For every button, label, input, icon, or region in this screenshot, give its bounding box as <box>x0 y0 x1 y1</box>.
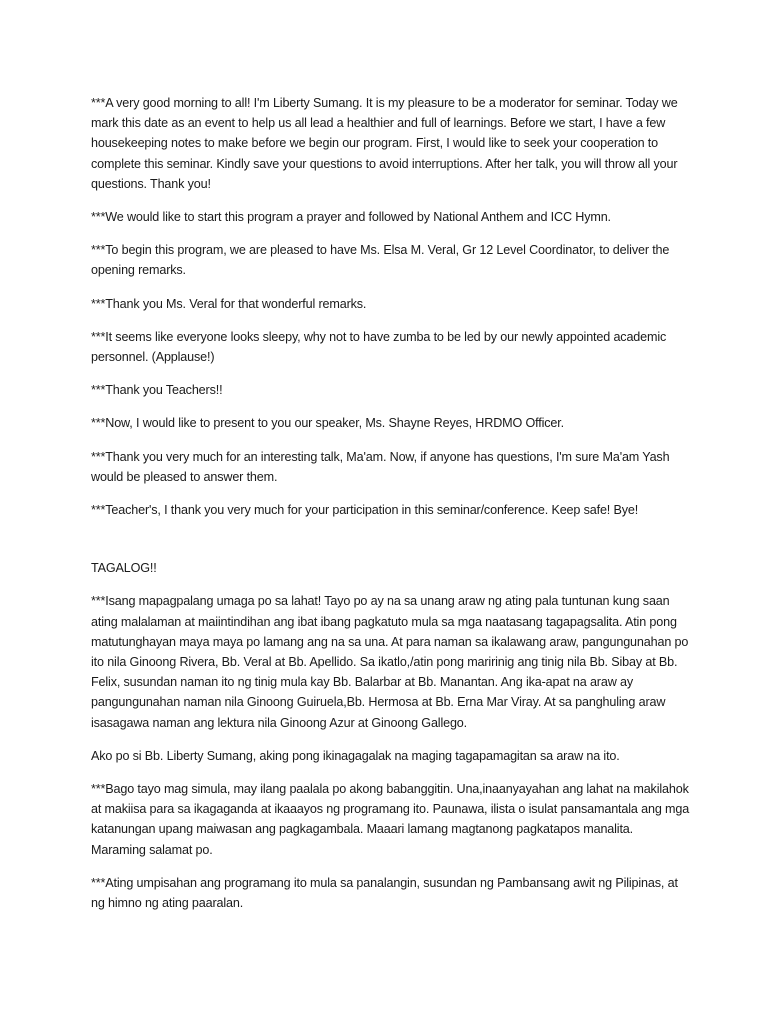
paragraph-tagalog-greeting: ***Isang mapagpalang umaga po sa lahat! Tayo po ay na sa unang araw ng ating pala tuntunan kung saan ating malalaman at maiintindihan ang ibat ibang pagkatuto mula sa mga naatasang tagapagsalita. Atin pong matutunghayan maya maya po lamang ang na sa una. At para naman sa ikalawang araw, pangungunahan po ito nila Ginoong Rivera, Bb. Veral at Bb. Apellido. Sa ikatlo,/atin pong maririnig ang tinig nila Bb. Sibay at Bb. Felix, susundan naman ito ng tinig mula kay Bb. Balarbar at Bb. Manantan. Ang ika-apat na araw ay pangungunahan naman nila Ginoong Guiruela,Bb. Hermosa at Bb. Erna Mar Viray. At sa panghuling araw isasagawa naman ang lektura nila Ginoong Azur at Ginoong Gallego. <box>91 594 689 730</box>
section-spacer <box>91 533 691 558</box>
paragraph-closing: ***Teacher's, I thank you very much for your participation in this seminar/conference. Keep safe! Bye! <box>91 503 639 518</box>
paragraph-opening-greeting: ***A very good morning to all! I'm Liberty Sumang. It is my pleasure to be a moderator for seminar. Today we mark this date as an event to help us all lead a healthier and full of learnings. Before we start, I have a few housekeeping notes to make before we begin our program. First, I would like to seek your cooperation to complete this seminar. Kindly save your questions to avoid interruptions. After her talk, you will throw all your questions. Thank you! <box>91 96 678 191</box>
paragraph-zumba: ***It seems like everyone looks sleepy, why not to have zumba to be led by our newly appointed academic personnel. (Applause!) <box>91 329 667 365</box>
paragraph-questions: ***Thank you very much for an interesting talk, Ma'am. Now, if anyone has questions, I'm sure Ma'am Yash would be pleased to answer them. <box>91 449 670 484</box>
paragraph-prayer-anthem: ***We would like to start this program a prayer and followed by National Anthem and ICC Hymn. <box>91 210 611 225</box>
paragraph-tagalog-moderator: Ako po si Bb. Liberty Sumang, aking pong ikinagagalak na maging tagapamagitan sa araw na ito. <box>91 748 620 763</box>
paragraph-thank-teachers: ***Thank you Teachers!! <box>91 383 223 398</box>
paragraph-tagalog-prayer: ***Ating umpisahan ang programang ito mula sa panalangin, susundan ng Pambansang awit ng Pilipinas, at ng himno ng ating paaralan. <box>91 875 678 911</box>
tagalog-heading: TAGALOG!! <box>91 561 157 576</box>
paragraph-tagalog-reminders: ***Bago tayo mag simula, may ilang paalala po akong babanggitin. Una,inaanyayahan ang lahat na makilahok at makiisa para sa ikagaganda at ikaaayos ng programang ito. Paunawa, ilista o isulat pansamantala ang mga katanungan upang maiwasan ang pagkagambala. Maaari lamang magtanong pagkatapos manalita. Maraming salamat po. <box>91 782 690 857</box>
document-body <box>91 93 691 926</box>
paragraph-thank-veral: ***Thank you Ms. Veral for that wonderful remarks. <box>91 296 367 311</box>
paragraph-present-speaker: ***Now, I would like to present to you our speaker, Ms. Shayne Reyes, HRDMO Officer. <box>91 416 564 431</box>
paragraph-opening-remarks: ***To begin this program, we are pleased to have Ms. Elsa M. Veral, Gr 12 Level Coordinator, to deliver the opening remarks. <box>91 243 670 278</box>
